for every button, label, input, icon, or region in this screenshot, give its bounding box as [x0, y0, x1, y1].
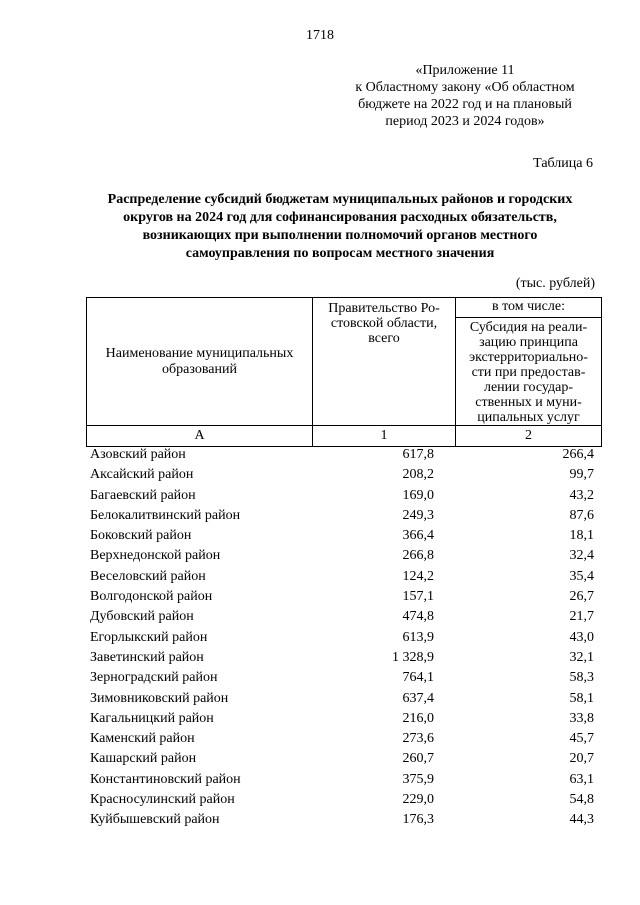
row-total: 1 328,9 [392, 649, 434, 665]
row-name: Верхнедонской район [90, 548, 221, 564]
row-name: Красносулинский район [90, 792, 235, 808]
header-text: экстерриториально- [469, 350, 588, 365]
table-row [90, 567, 600, 587]
row-name: Куйбышевский район [90, 812, 220, 828]
table-row [90, 790, 600, 810]
table-row [90, 465, 600, 485]
row-subsidy: 32,1 [569, 649, 594, 665]
row-subsidy: 63,1 [569, 771, 594, 787]
header-total-column [313, 298, 456, 426]
row-total: 613,9 [402, 629, 434, 645]
row-total: 617,8 [402, 447, 434, 462]
table-row [90, 607, 600, 627]
header-text: ципальных услуг [477, 410, 580, 425]
table-row [90, 668, 600, 688]
table-row [90, 709, 600, 729]
table-row [90, 729, 600, 749]
table-row [90, 546, 600, 566]
row-total: 249,3 [402, 507, 434, 523]
row-subsidy: 266,4 [562, 447, 594, 462]
row-total: 366,4 [402, 528, 434, 544]
row-subsidy: 18,1 [569, 528, 594, 544]
row-total: 229,0 [402, 792, 434, 808]
row-total: 273,6 [402, 731, 434, 747]
table-row [90, 628, 600, 648]
header-text: зацию принципа [479, 335, 578, 350]
title-line: самоуправления по вопросам местного значения [185, 246, 495, 261]
row-total: 260,7 [402, 751, 434, 767]
header-subsidy-column [456, 318, 602, 426]
row-name: Зерноградский район [90, 670, 218, 686]
row-name: Веселовский район [90, 568, 206, 584]
header-text: Наименование муниципальных [105, 345, 294, 361]
row-subsidy: 54,8 [569, 792, 594, 808]
row-subsidy: 21,7 [569, 609, 594, 625]
table-row [90, 587, 600, 607]
header-text: Субсидия на реали- [469, 320, 588, 335]
table-row [90, 810, 600, 830]
table-row [90, 506, 600, 526]
table-row [90, 445, 600, 465]
header-text: всего [368, 331, 400, 346]
row-name: Белокалитвинский район [90, 507, 241, 523]
row-name: Егорлыкский район [90, 629, 208, 645]
table-header [86, 297, 602, 447]
index-cell: 1 [313, 426, 456, 447]
row-name: Волгодонской район [90, 589, 213, 605]
row-subsidy: 33,8 [569, 710, 594, 726]
row-total: 474,8 [402, 609, 434, 625]
title-line: возникающих при выполнении полномочий органов местного [142, 228, 538, 243]
title-line: округов на 2024 год для софинансирования расходных обязательств, [123, 210, 557, 225]
row-total: 176,3 [402, 812, 434, 828]
row-name: Кашарский район [90, 751, 197, 767]
table-row [90, 749, 600, 769]
row-total: 208,2 [402, 467, 434, 483]
table-body [90, 445, 600, 831]
row-subsidy: 58,3 [569, 670, 594, 686]
row-name: Кагальницкий район [90, 710, 214, 726]
row-subsidy: 58,1 [569, 690, 594, 706]
row-subsidy: 87,6 [569, 507, 594, 523]
table-row [90, 689, 600, 709]
row-subsidy: 35,4 [569, 568, 594, 584]
table-row [90, 486, 600, 506]
header-including: в том числе: [456, 298, 602, 318]
row-name: Каменский район [90, 731, 195, 747]
title-line: Распределение субсидий бюджетам муниципальных районов и городских [107, 192, 573, 207]
appendix-line: к Областному закону «Об областном [355, 80, 575, 95]
header-text: лении государ- [483, 380, 574, 395]
header-text: Правительство Ро- [328, 301, 440, 316]
index-cell: 2 [456, 426, 602, 447]
appendix-note [335, 62, 595, 130]
header-text: образований [162, 361, 237, 377]
appendix-line: «Приложение 11 [415, 63, 515, 78]
row-name: Азовский район [90, 447, 186, 462]
table-row [90, 648, 600, 668]
row-subsidy: 43,0 [569, 629, 594, 645]
row-name: Боковский район [90, 528, 192, 544]
row-subsidy: 43,2 [569, 487, 594, 503]
appendix-line: бюджете на 2022 год и на плановый [358, 97, 572, 112]
table-row [90, 526, 600, 546]
row-subsidy: 45,7 [569, 731, 594, 747]
row-total: 157,1 [402, 589, 434, 605]
row-name: Багаевский район [90, 487, 196, 503]
table-label: Таблица 6 [533, 156, 593, 171]
row-subsidy: 44,3 [569, 812, 594, 828]
row-total: 637,4 [402, 690, 434, 706]
row-subsidy: 26,7 [569, 589, 594, 605]
row-total: 124,2 [402, 568, 434, 584]
index-cell: А [87, 426, 313, 447]
row-subsidy: 32,4 [569, 548, 594, 564]
row-name: Аксайский район [90, 467, 194, 483]
row-total: 169,0 [402, 487, 434, 503]
row-name: Дубовский район [90, 609, 194, 625]
appendix-line: период 2023 и 2024 годов» [385, 114, 545, 129]
header-text: стовской области, [330, 316, 438, 331]
row-total: 375,9 [402, 771, 434, 787]
header-text: сти при предостав- [471, 365, 586, 380]
row-total: 216,0 [402, 710, 434, 726]
page-number: 1718 [306, 28, 334, 43]
row-total: 764,1 [402, 670, 434, 686]
row-subsidy: 20,7 [569, 751, 594, 767]
header-name-column [87, 298, 313, 426]
table-row [90, 770, 600, 790]
units-label: (тыс. рублей) [515, 276, 595, 291]
header-text: ственных и муни- [475, 395, 582, 410]
row-name: Константиновский район [90, 771, 241, 787]
document-title [70, 191, 610, 263]
row-subsidy: 99,7 [569, 467, 594, 483]
row-name: Заветинский район [90, 649, 204, 665]
row-total: 266,8 [402, 548, 434, 564]
row-name: Зимовниковский район [90, 690, 229, 706]
